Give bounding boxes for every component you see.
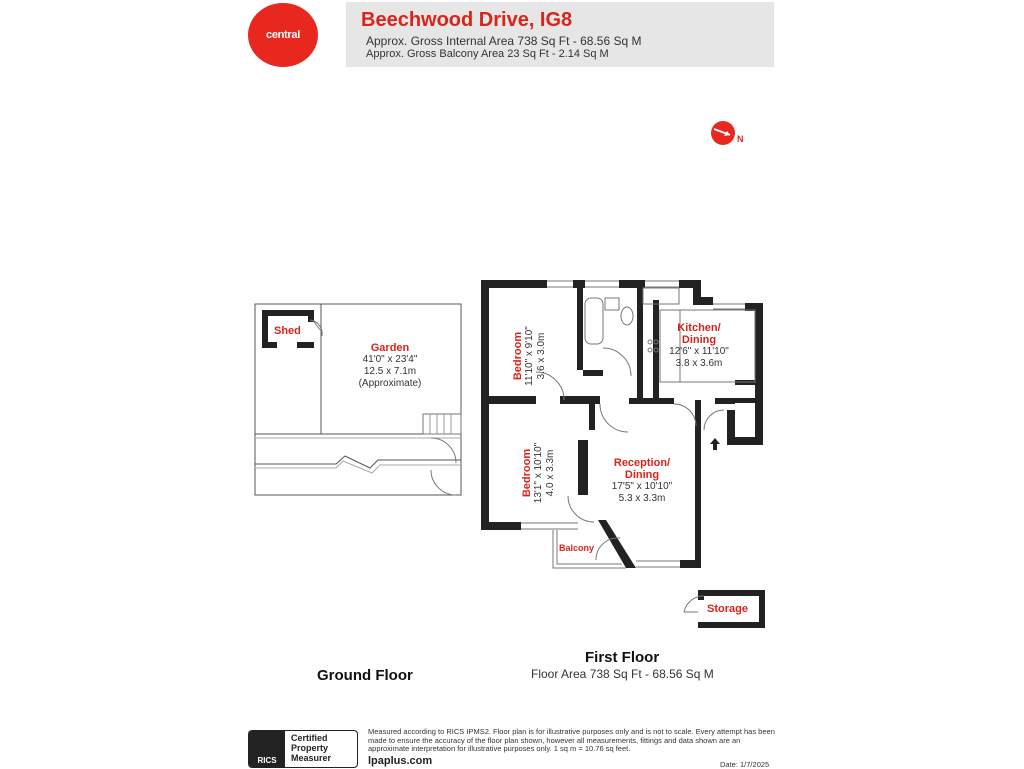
north-letter: N xyxy=(737,134,744,144)
garden-imperial: 41'0" x 23'4" xyxy=(362,354,418,365)
bedroom-1-metric: 3.6 x 3.0m xyxy=(536,332,547,380)
property-title: Beechwood Drive, IG8 xyxy=(361,9,573,31)
disclaimer-text: Measured according to RICS IPMS2. Floor plan is for illustrative purposes only and is not to scale. Every attempt has been made to ensure the accuracy of the floor plan shown, however all measurements, fittings and data shown are an approximate interpretation for illustrative purposes only. 1 sq m = 10.76 sq feet. xyxy=(368,727,775,753)
gross-balcony-area: Approx. Gross Balcony Area 23 Sq Ft - 2.14 Sq M xyxy=(366,48,609,60)
first-floor-title: First Floor xyxy=(585,649,660,666)
rics-text xyxy=(291,733,331,763)
reception-name-2: Dining xyxy=(624,469,660,481)
storage-label: Storage xyxy=(707,603,748,615)
garden-note: (Approximate) xyxy=(358,378,422,389)
bedroom-2-name: Bedroom xyxy=(521,448,533,498)
rics-badge xyxy=(248,730,358,768)
shed-label: Shed xyxy=(274,325,301,337)
garden-name: Garden xyxy=(370,342,410,354)
garden-label xyxy=(340,342,440,390)
certified-text: Certified xyxy=(291,733,328,743)
kitchen-imperial: 12'6" x 11'10" xyxy=(669,346,729,357)
kitchen-name: Kitchen/ xyxy=(677,322,721,334)
website-link[interactable]: lpaplus.com xyxy=(368,755,433,767)
reception-label xyxy=(602,457,682,505)
first-floor-area: Floor Area 738 Sq Ft - 68.56 Sq M xyxy=(531,667,714,681)
plan-date: Date: 1/7/2025 xyxy=(720,760,770,769)
garden-metric: 12.5 x 7.1m xyxy=(363,366,417,377)
reception-imperial: 17'5" x 10'10" xyxy=(611,481,673,492)
bedroom-1-imperial: 11'10" x 9'10" xyxy=(524,326,535,386)
balcony-label: Balcony xyxy=(559,543,595,553)
bedroom-2-label xyxy=(521,428,557,518)
property-text: Property xyxy=(291,743,329,753)
gross-internal-area: Approx. Gross Internal Area 738 Sq Ft - 68.56 Sq M xyxy=(366,34,642,48)
kitchen-metric: 3.8 x 3.6m xyxy=(675,358,723,369)
reception-metric: 5.3 x 3.3m xyxy=(618,493,666,504)
kitchen-label xyxy=(664,322,734,370)
bedroom-2-metric: 4.0 x 3.3m xyxy=(545,449,556,497)
reception-name: Reception/ xyxy=(613,457,671,469)
rics-mark: RICS xyxy=(249,731,285,767)
measurer-text: Measurer xyxy=(291,753,332,763)
bedroom-2-imperial: 13'1" x 10'10" xyxy=(533,442,544,504)
kitchen-name-2: Dining xyxy=(681,334,717,346)
bedroom-1-label xyxy=(512,314,548,398)
logo-text: central xyxy=(266,29,300,41)
bedroom-1-name: Bedroom xyxy=(512,331,524,381)
ground-floor-title: Ground Floor xyxy=(317,667,413,684)
